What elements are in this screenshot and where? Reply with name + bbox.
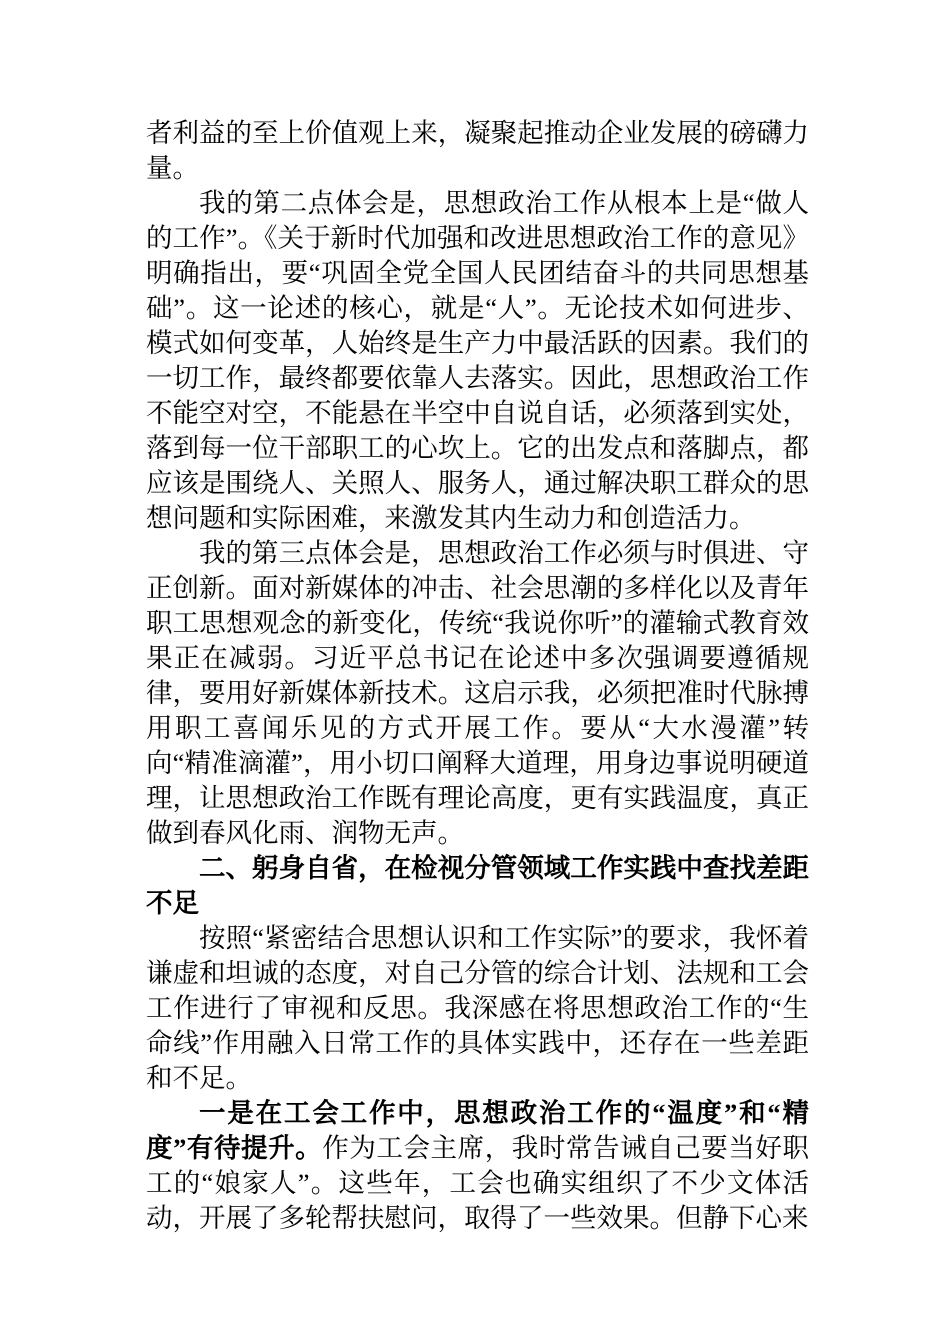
paragraph xyxy=(146,921,809,1096)
document-body xyxy=(146,116,809,1236)
paragraph xyxy=(146,536,809,851)
paragraph xyxy=(146,1096,809,1236)
text-segment: 者利益的至上价值观上来，凝聚起推动企业发展的磅礴力量。 xyxy=(146,118,809,183)
text-segment: 按照“紧密结合思想认识和工作实际”的要求，我怀着谦虚和坦诚的态度，对自己分管的综合计划、法规和工会工作进行了审视和反思。我深感在将思想政治工作的“生命线”作用融入日常工作的具体实践中，还存在一些差距和不足。 xyxy=(146,923,809,1093)
text-segment-bold: 一是在工会工作中，思想政治工作的“温度”和“精度”有待提升。 xyxy=(146,1098,809,1163)
section-heading xyxy=(146,851,809,921)
paragraph xyxy=(146,186,809,536)
text-segment: 作为工会主席，我时常告诫自己要当好职工的“娘家人”。这些年，工会也确实组织了不少文体活动，开展了多轮帮扶慰问，取得了一些效果。但静下心来 xyxy=(146,1133,810,1233)
paragraph xyxy=(146,116,809,186)
text-segment: 我的第二点体会是，思想政治工作从根本上是“做人的工作”。《关于新时代加强和改进思想政治工作的意见》明确指出，要“巩固全党全国人民团结奋斗的共同思想基础”。这一论述的核心，就是“人”。无论技术如何进步、模式如何变革，人始终是生产力中最活跃的因素。我们的一切工作，最终都要依靠人去落实。因此，思想政治工作不能空对空，不能悬在半空中自说自话，必须落到实处，落到每一位干部职工的心坎上。它的出发点和落脚点，都应该是围绕人、关照人、服务人，通过解决职工群众的思想问题和实际困难，来激发其内生动力和创造活力。 xyxy=(146,188,809,533)
text-segment-bold: 二、躬身自省，在检视分管领域工作实践中查找差距不足 xyxy=(146,853,809,918)
text-segment: 我的第三点体会是，思想政治工作必须与时俱进、守正创新。面对新媒体的冲击、社会思潮的多样化以及青年职工思想观念的新变化，传统“我说你听”的灌输式教育效果正在减弱。习近平总书记在论述中多次强调要遵循规律，要用好新媒体新技术。这启示我，必须把准时代脉搏用职工喜闻乐见的方式开展工作。要从“大水漫灌”转向“精准滴灌”，用小切口阐释大道理，用身边事说明硬道理，让思想政治工作既有理论高度，更有实践温度，真正做到春风化雨、润物无声。 xyxy=(146,538,809,848)
